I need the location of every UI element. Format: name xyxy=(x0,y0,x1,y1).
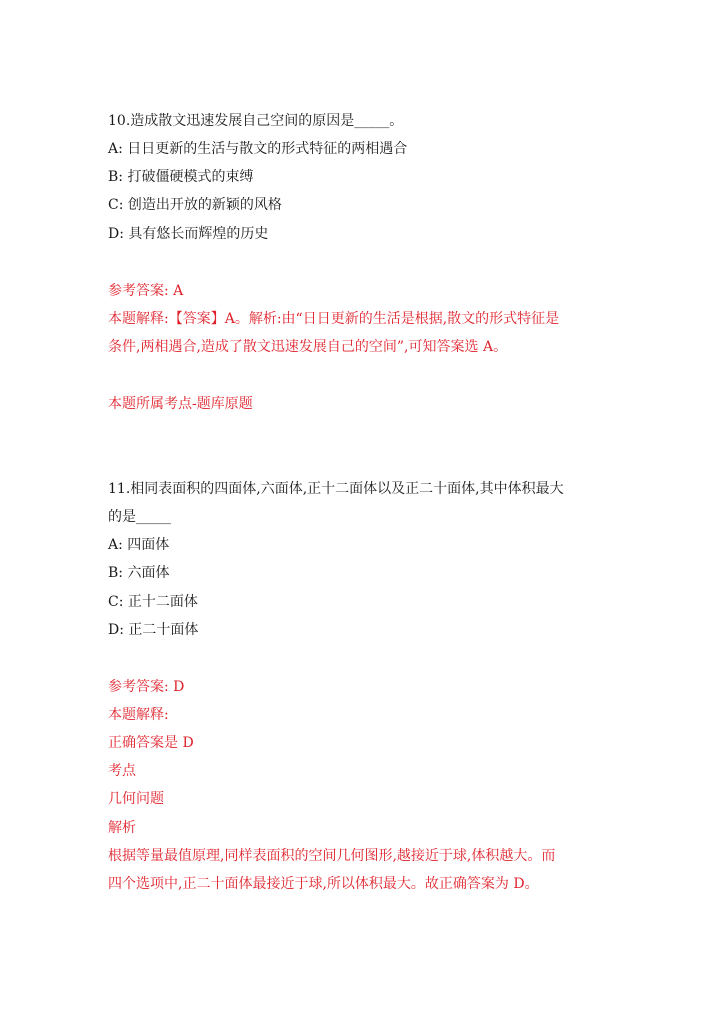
q11-jiexi-label: 解析 xyxy=(108,820,136,836)
q10-answer: 参考答案: A xyxy=(108,283,184,299)
q10-explanation-line-2: 条件,两相遇合,造成了散文迅速发展自己的空间”,可知答案选 A。 xyxy=(108,339,508,355)
q10-option-b: B: 打破僵硬模式的束缚 xyxy=(108,169,254,185)
q10-option-d: D: 具有悠长而辉煌的历史 xyxy=(108,226,269,242)
q11-stem-line-2: 的是_____ xyxy=(108,509,171,525)
q11-option-a: A: 四面体 xyxy=(108,537,170,553)
q11-kaodian-label: 考点 xyxy=(108,763,136,779)
q11-explanation-label: 本题解释: xyxy=(108,707,169,723)
q10-topic: 本题所属考点-题库原题 xyxy=(108,396,253,412)
q11-option-d: D: 正二十面体 xyxy=(108,622,199,638)
q11-jiexi-line-2: 四个选项中,正二十面体最接近于球,所以体积最大。故正确答案为 D。 xyxy=(108,876,539,892)
q11-kaodian: 几何问题 xyxy=(108,791,164,807)
q11-answer: 参考答案: D xyxy=(108,679,185,695)
q10-explanation-line-1: 本题解释:【答案】A。解析:由“日日更新的生活是根据,散文的形式特征是 xyxy=(108,311,560,327)
q10-option-a: A: 日日更新的生活与散文的形式特征的两相遇合 xyxy=(108,141,408,157)
q11-jiexi-line-1: 根据等量最值原理,同样表面积的空间几何图形,越接近于球,体积越大。而 xyxy=(108,848,556,864)
q11-option-b: B: 六面体 xyxy=(108,565,170,581)
q11-option-c: C: 正十二面体 xyxy=(108,594,198,610)
q10-stem: 10.造成散文迅速发展自己空间的原因是_____。 xyxy=(108,113,404,129)
q10-option-c: C: 创造出开放的新颖的风格 xyxy=(108,197,282,213)
q11-correct-answer: 正确答案是 D xyxy=(108,735,194,751)
q11-stem-line-1: 11.相同表面积的四面体,六面体,正十二面体以及正二十面体,其中体积最大 xyxy=(108,481,564,497)
